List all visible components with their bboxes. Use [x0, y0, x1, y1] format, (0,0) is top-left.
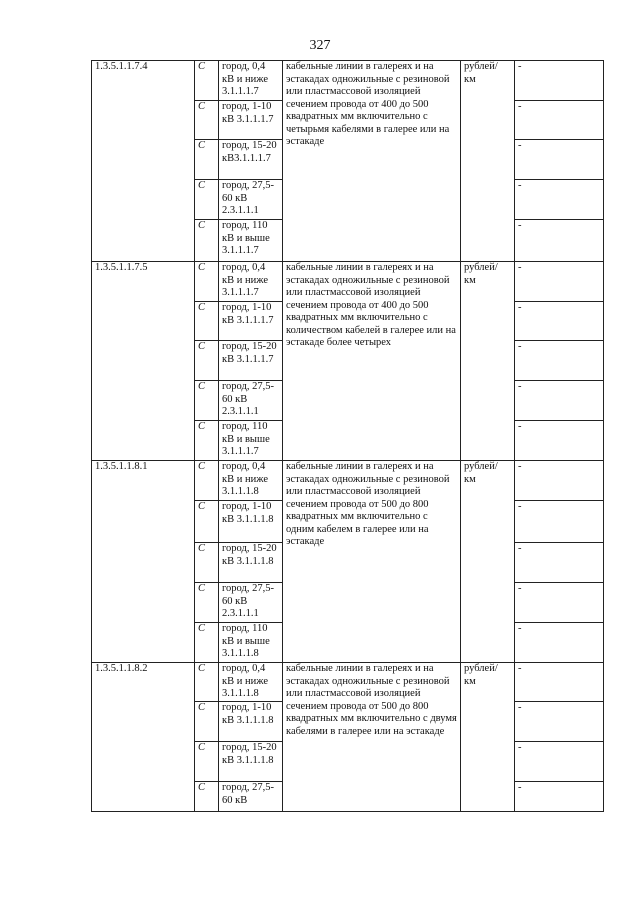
tariff-table: [91, 60, 604, 812]
group-description: кабельные линии в галереях и на эстакадах одножильные с резиновой или пластмассовой изоляцией сечением провода от 400 до 500 квадратных мм включительно с количеством кабелей в галерее или на эстакаде более четырех: [283, 262, 461, 461]
group-description: кабельные линии в галереях и на эстакадах одножильные с резиновой или пластмассовой изоляцией сечением провода от 400 до 500 квадратных мм включительно с четырьмя кабелями в галерее или на эстакаде: [283, 61, 461, 262]
row-flag: С: [195, 543, 219, 583]
page-number: 327: [309, 38, 331, 53]
row-value: -: [515, 101, 604, 140]
voltage-area: город, 110 кВ и выше 3.1.1.1.7: [219, 220, 283, 262]
voltage-area: город, 1-10 кВ 3.1.1.1.8: [219, 702, 283, 742]
voltage-area: город, 1-10 кВ 3.1.1.1.7: [219, 302, 283, 341]
voltage-area: город, 110 кВ и выше 3.1.1.1.8: [219, 623, 283, 663]
row-flag: С: [195, 220, 219, 262]
row-flag: С: [195, 623, 219, 663]
row-flag: С: [195, 140, 219, 180]
row-value: -: [515, 543, 604, 583]
row-flag: С: [195, 461, 219, 501]
row-flag: С: [195, 782, 219, 812]
voltage-area: город, 15-20 кВ 3.1.1.1.8: [219, 543, 283, 583]
row-flag: С: [195, 421, 219, 461]
row-value: -: [515, 220, 604, 262]
row-flag: С: [195, 381, 219, 421]
row-flag: С: [195, 302, 219, 341]
row-flag: С: [195, 341, 219, 381]
voltage-area: город, 15-20 кВ3.1.1.1.7: [219, 140, 283, 180]
group-code: 1.3.5.1.1.7.5: [92, 262, 195, 461]
row-value: -: [515, 262, 604, 302]
row-flag: С: [195, 702, 219, 742]
voltage-area: город, 27,5-60 кВ 2.3.1.1.1: [219, 180, 283, 220]
row-value: -: [515, 742, 604, 782]
row-value: -: [515, 302, 604, 341]
group-description: кабельные линии в галереях и на эстакадах одножильные с резиновой или пластмассовой изоляцией сечением провода от 500 до 800 квадратных мм включительно с одним кабелем в галерее или на эстакаде: [283, 461, 461, 663]
row-value: -: [515, 140, 604, 180]
voltage-area: город, 27,5-60 кВ 2.3.1.1.1: [219, 381, 283, 421]
row-flag: С: [195, 742, 219, 782]
table-row: [92, 461, 604, 501]
group-code: 1.3.5.1.1.8.1: [92, 461, 195, 663]
group-unit: рублей/ км: [461, 262, 515, 461]
row-flag: С: [195, 61, 219, 101]
voltage-area: город, 0,4 кВ и ниже 3.1.1.1.8: [219, 663, 283, 702]
voltage-area: город, 1-10 кВ 3.1.1.1.7: [219, 101, 283, 140]
row-value: -: [515, 341, 604, 381]
voltage-area: город, 0,4 кВ и ниже 3.1.1.1.8: [219, 461, 283, 501]
row-value: -: [515, 180, 604, 220]
row-value: -: [515, 782, 604, 812]
voltage-area: город, 110 кВ и выше 3.1.1.1.7: [219, 421, 283, 461]
table-row: [92, 262, 604, 302]
row-flag: С: [195, 262, 219, 302]
row-flag: С: [195, 101, 219, 140]
voltage-area: город, 27,5-60 кВ: [219, 782, 283, 812]
row-flag: С: [195, 180, 219, 220]
group-unit: рублей/ км: [461, 461, 515, 663]
voltage-area: город, 15-20 кВ 3.1.1.1.7: [219, 341, 283, 381]
group-unit: рублей/ км: [461, 61, 515, 262]
row-value: -: [515, 381, 604, 421]
row-value: -: [515, 663, 604, 702]
table-row: [92, 663, 604, 702]
group-code: 1.3.5.1.1.7.4: [92, 61, 195, 262]
row-value: -: [515, 61, 604, 101]
row-flag: С: [195, 583, 219, 623]
group-unit: рублей/ км: [461, 663, 515, 812]
row-value: -: [515, 501, 604, 543]
voltage-area: город, 27,5-60 кВ 2.3.1.1.1: [219, 583, 283, 623]
group-code: 1.3.5.1.1.8.2: [92, 663, 195, 812]
row-flag: С: [195, 501, 219, 543]
voltage-area: город, 0,4 кВ и ниже 3.1.1.1.7: [219, 262, 283, 302]
voltage-area: город, 0,4 кВ и ниже 3.1.1.1.7: [219, 61, 283, 101]
row-value: -: [515, 583, 604, 623]
group-description: кабельные линии в галереях и на эстакадах одножильные с резиновой или пластмассовой изоляцией сечением провода от 500 до 800 квадратных мм включительно с двумя кабелями в галерее или на эстакаде: [283, 663, 461, 812]
row-value: -: [515, 623, 604, 663]
row-value: -: [515, 421, 604, 461]
row-value: -: [515, 461, 604, 501]
row-value: -: [515, 702, 604, 742]
table-row: [92, 61, 604, 101]
voltage-area: город, 1-10 кВ 3.1.1.1.8: [219, 501, 283, 543]
row-flag: С: [195, 663, 219, 702]
voltage-area: город, 15-20 кВ 3.1.1.1.8: [219, 742, 283, 782]
